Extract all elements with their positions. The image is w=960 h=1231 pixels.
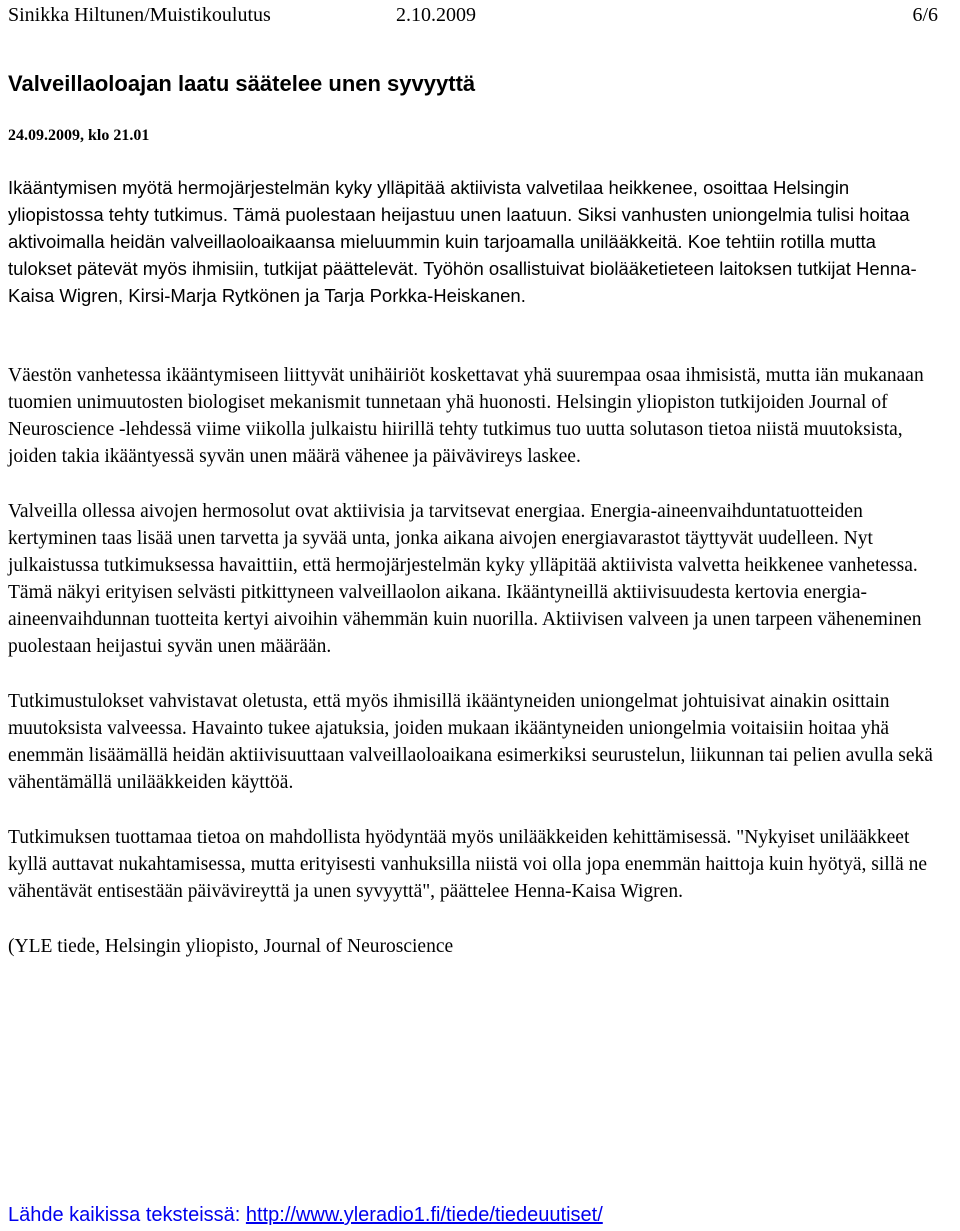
page-footer [8,1202,603,1228]
header-author: Sinikka Hiltunen/Muistikoulutus [8,4,271,26]
source-link[interactable]: http://www.yleradio1.fi/tiede/tiedeuutiset/ [245,1204,603,1226]
body-paragraph: Tutkimustulokset vahvistavat oletusta, että myös ihmisillä ikääntyneiden uniongelmat johtuisivat ainakin osittain muutoksista valveessa. Havainto tukee ajatuksia, joiden mukaan ikääntyneiden uniongelmia voitaisiin hoitaa yhä enemmän lisäämällä heidän aktiivisuuttaan valveillaoloaikana esimerkiksi seurustelun, liikunnan tai pelien avulla sekä vähentämällä unilääkkeiden käyttöä. [8,691,933,793]
article-lead: Ikääntymisen myötä hermojärjestelmän kyky ylläpitää aktiivista valvetilaa heikkenee, osoittaa Helsingin yliopistossa tehty tutkimus. Tämä puolestaan heijastuu unen laatuun. Siksi vanhusten uniongelmia tulisi hoitaa aktivoimalla heidän valveillaoloaikaansa mieluummin kuin tarjoamalla unilääkkeitä. Koe tehtiin rotilla mutta tulokset pätevät myös ihmisiin, tutkijat päättelevät. Työhön osallistuivat biolääketieteen laitoksen tutkijat Henna-Kaisa Wigren, Kirsi-Marja Rytkönen ja Tarja Porkka-Heiskanen. [8,177,917,306]
document-page [8,0,954,1231]
body-paragraph: Valveilla ollessa aivojen hermosolut ovat aktiivisia ja tarvitsevat energiaa. Energia-aineenvaihduntatuotteiden kertyminen taas lisää unen tarvetta ja syvää unta, jonka aikana aivojen energiavarastot täyttyvät uudelleen. Nyt julkaistussa tutkimuksessa havaittiin, että hermojärjestelmän kyky ylläpitää aktiivista valvetta heikkenee vanhetessa. Tämä näkyi erityisen selvästi pitkittyneen valveillaolon aikana. Ikääntyneillä aktiivisuudesta kertovia energia-aineenvaihdunnan tuotteita kertyi aivoihin vähemmän kuin nuorilla. Aktiivisen valveen ja unen tarpeen väheneminen puolestaan heijastui syvän unen määrään. [8,501,922,657]
page-header [8,2,938,28]
header-page-number: 6/6 [912,4,938,26]
body-paragraph: Väestön vanhetessa ikääntymiseen liittyvät unihäiriöt koskettavat yhä suurempaa osaa ihmisistä, mutta iän mukanaan tuomien unimuutosten biologiset mekanismit tunnetaan yhä huonosti. Helsingin yliopiston tutkijoiden Journal of Neuroscience -lehdessä viime viikolla julkaistu hiirillä tehty tutkimus tuo uutta solutason tietoa niistä muutoksista, joiden takia ikääntyessä syvän unen määrä vähenee ja päivävireys laskee. [8,365,924,467]
article-dateline: 24.09.2009, klo 21.01 [8,127,150,144]
body-paragraph: Tutkimuksen tuottamaa tietoa on mahdollista hyödyntää myös unilääkkeiden kehittämisessä. "Nykyiset unilääkkeet kyllä auttavat nukahtamisessa, mutta erityisesti vanhuksilla niistä voi olla jopa enemmän haittoja kuin hyötyä, sillä ne vähentävät entisestään päivävireyttä ja unen syvyyttä", päättelee Henna-Kaisa Wigren. [8,827,928,902]
article-body [8,362,948,988]
article-title: Valveillaoloajan laatu säätelee unen syvyyttä [8,71,476,96]
header-date: 2.10.2009 [396,4,476,26]
source-citation: (YLE tiede, Helsingin yliopisto, Journal of Neuroscience [8,936,454,957]
footer-source-label: Lähde kaikissa teksteissä: [8,1204,246,1226]
